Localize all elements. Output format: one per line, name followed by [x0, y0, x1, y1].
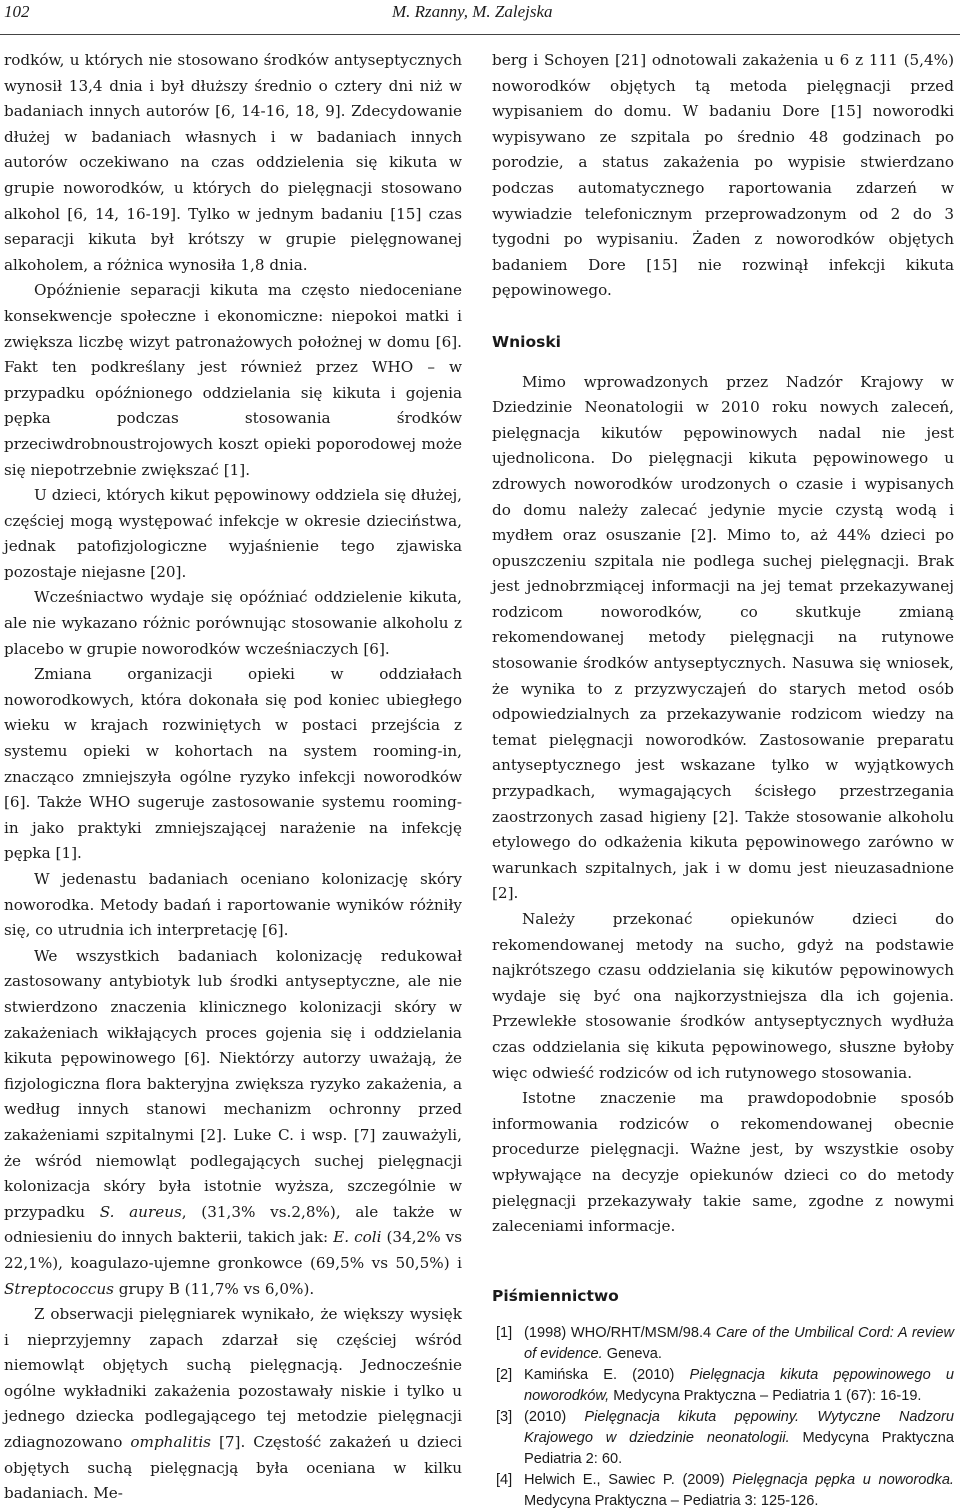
reference-item: [4] Helwich E., Sawiec P. (2009) Pielęgnacja pępka u noworodka. Medycyna Praktyczna – Pediatria 3: 125-126. — [496, 1472, 954, 1510]
paragraph: U dzieci, których kikut pępowinowy oddziela się dłużej, częściej mogą występować infekcje w okresie dzieciństwa, jednak patofizjologiczne wyjaśnienie tego zjawiska pozostaje niejasne [20]. — [4, 486, 462, 581]
paragraph: Opóźnienie separacji kikuta ma często niedoceniane konsekwencje społeczne i ekonomiczne: niepokoi matki i zwiększa liczbę wizyt patronażowych położnej w domu [6]. Fakt ten podkreślany jest również przez WHO – w przypadku opóźnionego oddzielania się kikuta i gojenia pępka podczas stosowania środków przeciwdrobnoustrojowych koszt opieki poporodowej może się niepotrzebnie zwiększać [1]. — [4, 281, 462, 479]
paragraph: Należy przekonać opiekunów dzieci do rekomendowanej metody na sucho, gdyż na podstawie najkrótszego czasu oddzielania się kikutów pępowinowych wydaje się być ona najkorzystniejsza dla ich gojenia. Przewlekłe stosowanie środków antyseptycznych wydłuża czas oddzielania się kikuta pępowinowego, słuszne byłoby więc odwieść rodziców od ich rutynowego stosowania. — [492, 910, 954, 1082]
section-title-references: Piśmiennictwo — [492, 1286, 619, 1305]
species-name: S. aureus — [99, 1202, 182, 1221]
section-title-conclusions: Wnioski — [492, 332, 561, 351]
paragraph: Istotne znaczenie ma prawdopodobnie sposób informowania rodziców o rekomendowanej obecnie procedurze pielęgnacji. Ważne jest, by wszystkie osoby wpływające na decyzje opiekunów dzieci co do metody pielęgnacji przekazywały takie same, zgodne z nowymi zaleceniami informacje. — [492, 1089, 954, 1236]
paragraph: Wcześniactwo wydaje się opóźniać oddzielenie kikuta, ale nie wykazano różnic porównując stosowanie alkoholu z placebo w grupie noworodków wcześniaczych [6]. — [4, 588, 462, 658]
running-header — [0, 0, 960, 35]
reference-item: [3] (2010) Pielęgnacja kikuta pępowiny. Wytyczne Nadzoru Krajowego w dziedzinie neonatologii. Medycyna Praktyczna Pediatria 2: 60. — [496, 1409, 954, 1468]
running-head-authors: M. Rzanny, M. Zalejska — [392, 2, 553, 21]
paragraph: Zmiana organizacji opieki w oddziałach noworodkowych, która dokonała się pod koniec ubiegłego wieku w krajach rozwiniętych w postaci przejścia z systemu opieki w kohortach na system rooming-in, znacząco zmniejszyła ogólne ryzyko infekcji noworodków [6]. Także WHO sugeruje zastosowanie systemu rooming-in jako praktyki zmniejszającej narażenie na infekcję pępka [1]. — [4, 665, 462, 863]
left-column — [4, 48, 462, 1507]
paragraph: W jedenastu badaniach oceniano kolonizację skóry noworodka. Metody badań i raportowanie wyników różniły się, co utrudnia ich interpretację [6]. — [4, 870, 462, 940]
species-name: E. coli — [333, 1228, 382, 1247]
page-number: 102 — [4, 2, 30, 21]
right-column — [492, 48, 954, 1512]
species-name: Streptococcus — [4, 1279, 114, 1298]
medical-term: omphalitis — [130, 1433, 211, 1452]
reference-item: [2] Kamińska E. (2010) Pielęgnacja kikuta pępowinowego u noworodków, Medycyna Praktyczna – Pediatria 1 (67): 16-19. — [496, 1367, 955, 1405]
paragraph: We wszystkich badaniach kolonizację redukował zastosowany antybiotyk lub środki antyseptyczne, ale nie stwierdzono znaczenia klinicznego kolonizacji skóry w zakażeniach wikłających proces gojenia się i oddzielania kikuta pępowinowego [6]. Niektórzy autorzy uważają, że fizjologiczna flora bakteryjna zwiększa ryzyko zakażenia, a według innych stanowi mechanizm ochronny przed zakażeniami szpitalnymi [2]. Luke C. i wsp. [7] zauważyli, że wśród niemowląt podlegających suchej pielęgnacji kolonizacja skóry była istotnie wyższa, szczególnie w przypadku S. aureus, (31,3% vs.2,8%), ale także w odniesieniu do innych bakterii, takich jak: E. coli (34,2% vs 22,1%), koagulazo-ujemne gronkowce (69,5% vs 50,5%) i Streptococcus grupy B (11,7% vs 6,0%). — [4, 946, 462, 1298]
paragraph: berg i Schoyen [21] odnotowali zakażenia u 6 z 111 (5,4%) noworodków objętych tą metoda pielęgnacji przed wypisaniem do domu. W badaniu Dore [15] noworodki wypisywano ze szpitala po średnio 48 godzinach po porodzie, a status zakażenia po wypisie stwierdzano podczas automatycznego raportowania zdarzeń w wywiadzie telefonicznym przeprowadzonym od 2 do 3 tygodni po wypisaniu. Żaden z noworodków objętych badaniem Dore [15] nie rozwinął infekcji kikuta pępowinowego. — [492, 51, 954, 300]
paragraph: rodków, u których nie stosowano środków antyseptycznych wynosił 13,4 dnia i był dłuższy średnio o cztery dni niż w badaniach innych autorów [6, 14-16, 18, 9]. Zdecydowanie dłużej w badaniach własnych i w badaniach innych autorów oczekiwano na czas oddzielenia się kikuta w grupie noworodków, u których do pielęgnacji stosowano alkohol [6, 14, 16-19]. Tylko w jednym badaniu [15] czas separacji kikuta był krótszy w grupie pielęgnowanej alkoholem, a różnica wynosiła 1,8 dnia. — [4, 51, 462, 274]
reference-item: [1] (1998) WHO/RHT/MSM/98.4 Care of the Umbilical Cord: A review of evidence. Geneva. — [496, 1325, 954, 1363]
paragraph: Z obserwacji pielęgniarek wynikało, że większy wysięk i nieprzyjemny zapach zdarzał się częściej wśród niemowląt objętych suchą pielęgnacją. Jednocześnie ogólne wykładniki zakażenia pozostawały niskie i tylko u jednego dziecka podlegającego tej metodzie pielęgnacji zdiagnozowano omphalitis [7]. Częstość zakażeń u dzieci objętych suchą pielęgnacją była oceniana w kilku badaniach. Me- — [4, 1305, 462, 1503]
paragraph: Mimo wprowadzonych przez Nadzór Krajowy w Dziedzinie Neonatologii w 2010 roku nowych zaleceń, pielęgnacja kikutów pępowinowych nadal nie jest ujednolicona. Do pielęgnacji kikuta pępowinowego u zdrowych noworodków urodzonych o czasie i wypisanych do domu należy zalecać jedynie mycie czystą wodą i mydłem oraz osuszanie [2]. Mimo to, aż 44% dzieci po opuszczeniu szpitala nie podlega suchej pielęgnacji. Brak jest jednobrzmiącej informacji na jej temat przekazywanej rodzicom noworodków, co skutkuje zmianą rekomendowanej metody pielęgnacji na rutynowe stosowanie środków antyseptycznych. Nasuwa się wniosek, że wynika to z przyzwyczajeń do starych metod osób odpowiedzialnych za przekazywanie rodzicom wiedzy na temat pielęgnacji noworodków. Zastosowanie preparatu antyseptycznego jest wskazane tylko w wyjątkowych przypadkach, wymagających ścisłego przestrzegania zaostrzonych zasad higieny [2]. Także stosowanie alkoholu etylowego do odkażenia kikuta pępowinowego zarówno w warunkach szpitalnych, jak i w domu jest nieuzasadnione [2]. — [492, 372, 954, 903]
reference-list — [492, 1323, 954, 1512]
